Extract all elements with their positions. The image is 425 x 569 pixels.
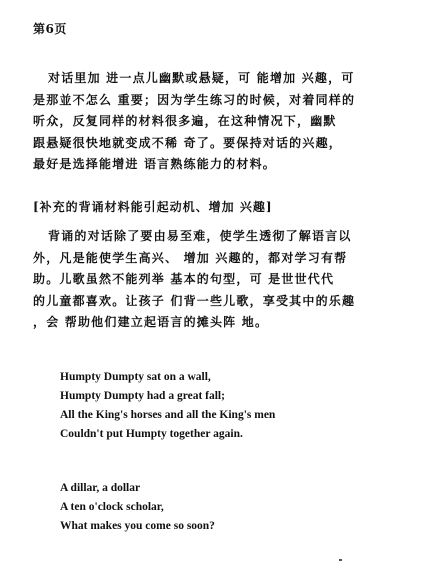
poem-line: Couldn't put Humpty together again. — [60, 428, 243, 440]
paragraph-line: 跟悬疑很快地就变成不稀 奇了。要保持对话的兴趣， — [33, 135, 342, 150]
paragraph-recitation — [33, 226, 403, 334]
page-number-label: 第6页 — [33, 22, 67, 36]
section-heading: [补充的背诵材料能引起动机、增加 兴趣] — [33, 200, 273, 214]
poem-line: Humpty Dumpty had a great fall; — [60, 390, 225, 402]
paragraph-line: 是那並不怎么 重要；因为学生练习的时候，对着同样的 — [33, 92, 356, 107]
paragraph-line: 助。儿歌虽然不能列举 基本的句型，可 是世世代代 — [33, 272, 335, 286]
paragraph-line: 外，凡是能使学生高兴、 增加 兴趣的，都对学习有帮 — [33, 250, 348, 265]
poem-line: Humpty Dumpty sat on a wall, — [60, 371, 211, 383]
poem-line: A dillar, a dollar — [60, 482, 141, 494]
paragraph-line: 的儿童都喜欢。让孩子 们背一些儿歌，享受其中的乐趣 — [33, 293, 356, 308]
nursery-rhyme-humpty-dumpty — [60, 368, 275, 444]
paragraph-line: 背诵的对话除了要由易至难，使学生透彻了解语言以 — [48, 229, 352, 243]
nursery-rhyme-dillar-dollar — [60, 479, 215, 536]
paragraph-line: 听众，反复同样的材料很多遍，在这种情况下，幽默 — [33, 114, 337, 128]
paragraph-line: 最好是选择能增进 语言熟练能力的材料。 — [33, 157, 276, 171]
paragraph-line: 对话里加 进一点儿幽默或悬疑，可 能增加 兴趣，可 — [48, 71, 355, 85]
paragraph-dialogue-interest — [33, 68, 403, 176]
poem-line: What makes you come so soon? — [60, 520, 215, 532]
paragraph-line: ，会 帮助他们建立起语言的摊头阵 地。 — [33, 315, 269, 329]
poem-line: A ten o'clock scholar, — [60, 501, 164, 513]
scan-speck — [339, 559, 342, 561]
poem-line: All the King's horses and all the King's men — [60, 409, 276, 421]
